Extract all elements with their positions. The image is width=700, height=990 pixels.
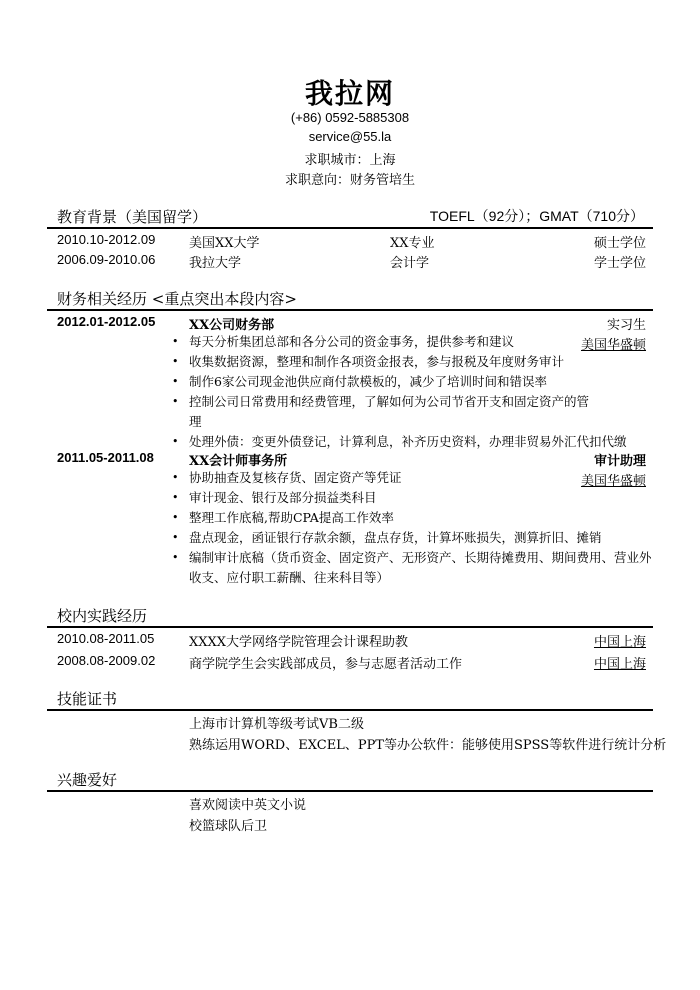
section-divider [47, 309, 653, 311]
education-date: 2006.09-2010.06 [57, 252, 156, 267]
list-item: • 协助抽查及复核存货、固定资产等凭证 [172, 468, 592, 488]
candidate-name: 我拉网 [304, 77, 395, 110]
education-major: XX专业 [390, 236, 435, 251]
job-role: 实习生 [606, 318, 646, 333]
hobby-item: 校篮球队后卫 [189, 819, 268, 834]
test-scores: TOEFL（92分）；GMAT（710分） [429, 208, 644, 224]
campus-date: 2008.08-2009.02 [57, 653, 156, 668]
education-school: 我拉大学 [189, 256, 242, 271]
list-item: • 制作6家公司现金池供应商付款模板的，减少了培训时间和错误率 [172, 372, 592, 392]
list-item: • 每天分析集团总部和各分公司的资金事务，提供参考和建议 [172, 332, 592, 352]
skill-item: 上海市计算机等级考试VB二级 [189, 717, 364, 732]
section-divider [47, 790, 653, 792]
hobby-item: 喜欢阅读中英文小说 [189, 798, 307, 813]
list-item: • 编制审计底稿（货币资金、固定资产、无形资产、长期待摊费用、期间费用、营业外收支、应付职工薪酬、往来科目等） [172, 548, 662, 588]
job-date: 2012.01-2012.05 [57, 314, 156, 329]
list-item: • 审计现金、银行及部分损益类科目 [172, 488, 592, 508]
list-item: • 盘点现金，函证银行存款余额，盘点存货，计算坏账损失，测算折旧、摊销 [172, 528, 662, 548]
section-title-hobbies: 兴趣爱好 [57, 771, 118, 789]
education-major: 会计学 [390, 256, 430, 271]
target-city: 求职城市：上海 [304, 153, 396, 168]
campus-location-link[interactable]: 中国上海 [593, 635, 646, 650]
job-company: XX会计师事务所 [189, 454, 288, 469]
skill-item: 熟练运用WORD、EXCEL、PPT等办公软件：能够使用SPSS等软件进行统计分析 [189, 738, 667, 753]
education-degree: 学士学位 [593, 256, 646, 271]
job-location-link[interactable]: 美国华盛顿 [580, 474, 646, 489]
section-divider [47, 227, 653, 229]
section-divider [47, 709, 653, 711]
section-title-campus: 校内实践经历 [57, 607, 148, 625]
education-degree: 硕士学位 [593, 236, 646, 251]
education-school: 美国XX大学 [189, 236, 260, 251]
job-date: 2011.05-2011.08 [57, 450, 154, 465]
job-role: 审计助理 [593, 454, 646, 469]
phone-number: (+86) 0592-5885308 [290, 110, 410, 125]
section-divider [47, 626, 653, 628]
campus-date: 2010.08-2011.05 [57, 631, 155, 646]
list-item: • 整理工作底稿,帮助CPA提高工作效率 [172, 508, 592, 528]
list-item: • 处理外债：变更外债登记，计算利息，补齐历史资料，办理非贸易外汇代扣代缴 [172, 432, 662, 452]
list-item: • 控制公司日常费用和经费管理，了解如何为公司节省开支和固定资产的管理 [172, 392, 592, 432]
job-company: XX公司财务部 [189, 318, 275, 333]
section-title-education: 教育背景（美国留学） [57, 208, 208, 226]
campus-description: XXXX大学网络学院管理会计课程助教 [189, 635, 409, 650]
list-item: • 收集数据资源，整理和制作各项资金报表，参与报税及年度财务审计 [172, 352, 592, 372]
section-title-skills: 技能证书 [57, 690, 118, 708]
section-title-experience: 财务相关经历 <重点突出本段内容> [57, 290, 297, 308]
job-location-link[interactable]: 美国华盛顿 [580, 338, 646, 353]
campus-description: 商学院学生会实践部成员，参与志愿者活动工作 [189, 657, 463, 672]
job-intent: 求职意向：财务管培生 [284, 173, 415, 188]
campus-location-link[interactable]: 中国上海 [593, 657, 646, 672]
email-address: service@55.la [308, 129, 392, 144]
education-date: 2010.10-2012.09 [57, 232, 156, 247]
